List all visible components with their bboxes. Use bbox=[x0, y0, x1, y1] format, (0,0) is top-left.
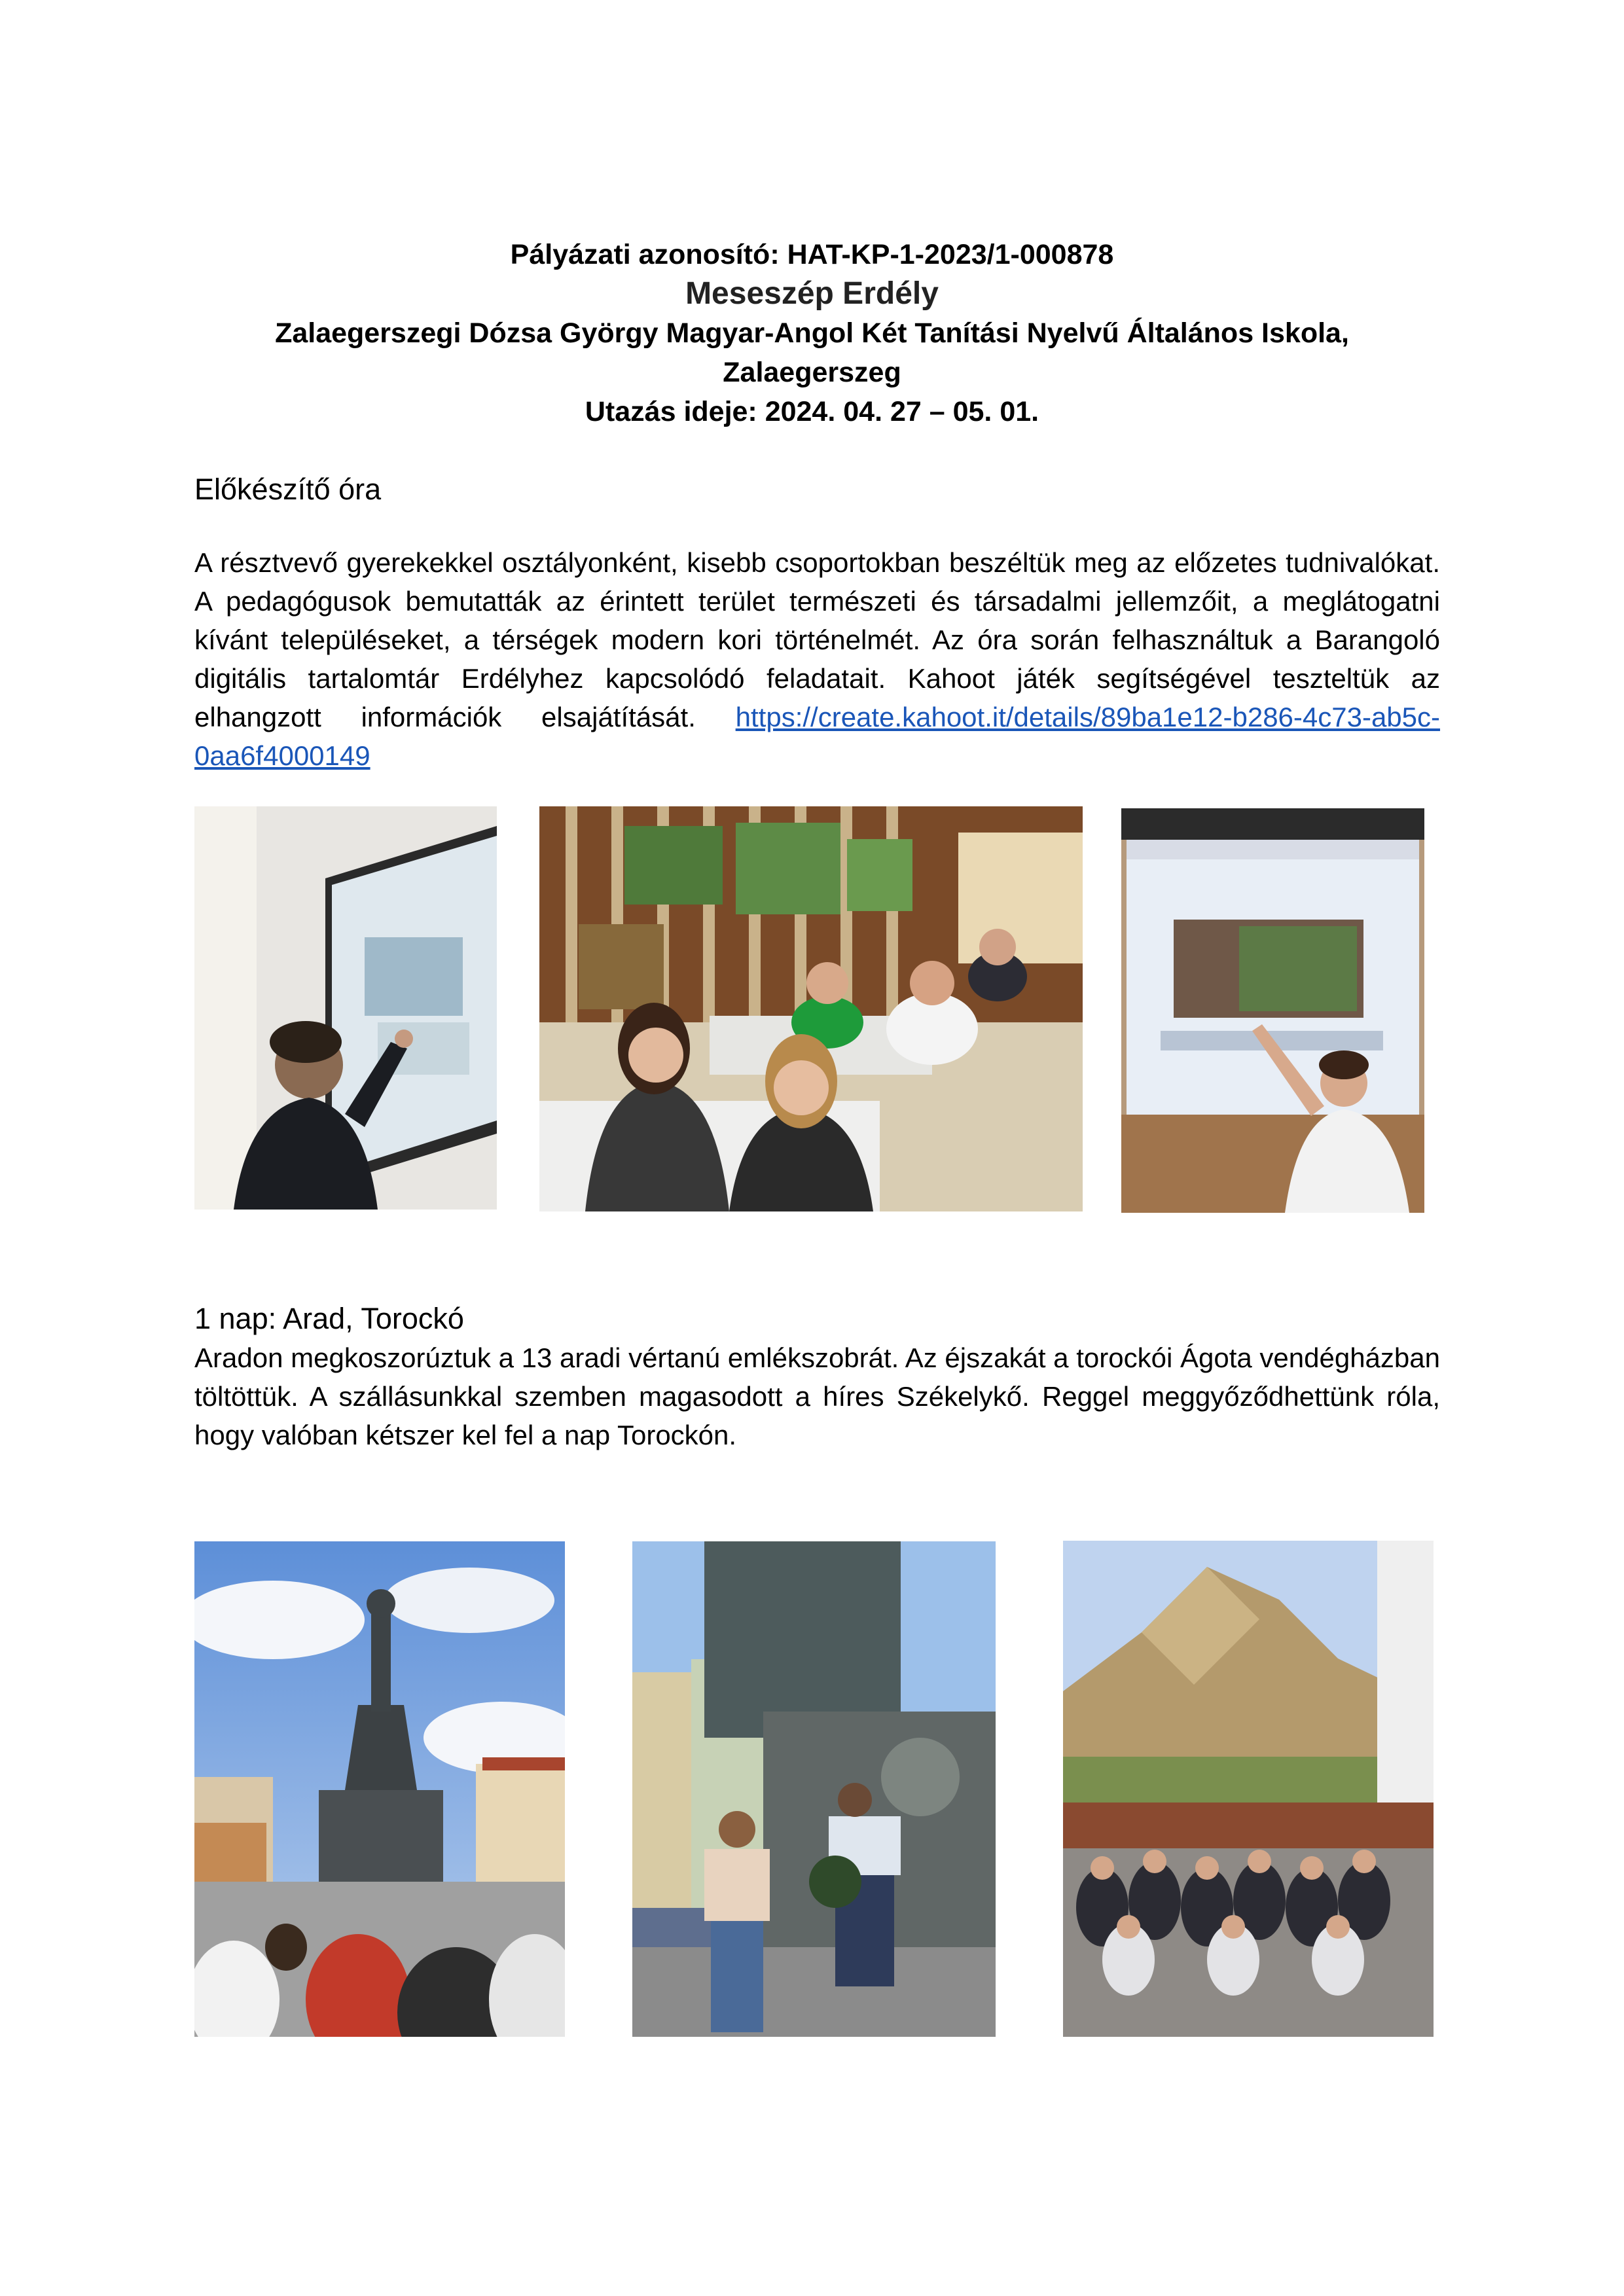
section-title-day1: 1 nap: Arad, Torockó bbox=[194, 1302, 464, 1335]
school-city: Zalaegerszeg bbox=[723, 357, 901, 388]
section-paragraph-day1: Aradon megkoszorúztuk a 13 aradi vértanú emlékszobrát. Az éjszakát a torockói Ágota vendégházban töltöttük. A szállásunkkal szemben magasodott a híres Székelykő. Reggel meggyőződhettünk róla, hogy valóban kétszer kel fel a nap Torockón. bbox=[194, 1342, 1440, 1450]
document-title: Meseszép Erdély bbox=[685, 276, 939, 311]
section-paragraph-preparation bbox=[194, 543, 1440, 775]
photo-wreath-laying bbox=[632, 1541, 996, 2037]
photo-arad-monument bbox=[194, 1541, 565, 2037]
kahoot-link[interactable]: https://create.kahoot.it/details/89ba1e12-b286-4c73-ab5c-0aa6f4000149 bbox=[194, 702, 1441, 771]
photo-student-at-screen-left bbox=[194, 806, 497, 1210]
school-name: Zalaegerszegi Dózsa György Magyar-Angol Két Tanítási Nyelvű Általános Iskola, bbox=[275, 317, 1349, 349]
photo-student-at-screen-right bbox=[1121, 808, 1424, 1213]
project-id: Pályázati azonosító: HAT-KP-1-2023/1-000878 bbox=[510, 239, 1114, 270]
photo-students-in-classroom bbox=[539, 806, 1083, 1211]
photo-group-torocko bbox=[1063, 1541, 1434, 2037]
preparation-text: A résztvevő gyerekekkel osztályonként, kisebb csoportokban beszéltük meg az előzetes tudnivalókat. A pedagógusok bemutatták az érintett terület természeti és társadalmi jellemzőit, a meglátogatni kívánt településeket, a térségek modern kori történelmét. Az óra során felhasználtuk a Barangoló digitális tartalomtár Erdélyhez kapcsolódó feladatait. Kahoot játék segítségével teszteltük az elhangzott információk elsajátítását. bbox=[194, 547, 1440, 732]
section-title-preparation: Előkészítő óra bbox=[194, 473, 382, 506]
travel-dates: Utazás ideje: 2024. 04. 27 – 05. 01. bbox=[585, 396, 1039, 427]
